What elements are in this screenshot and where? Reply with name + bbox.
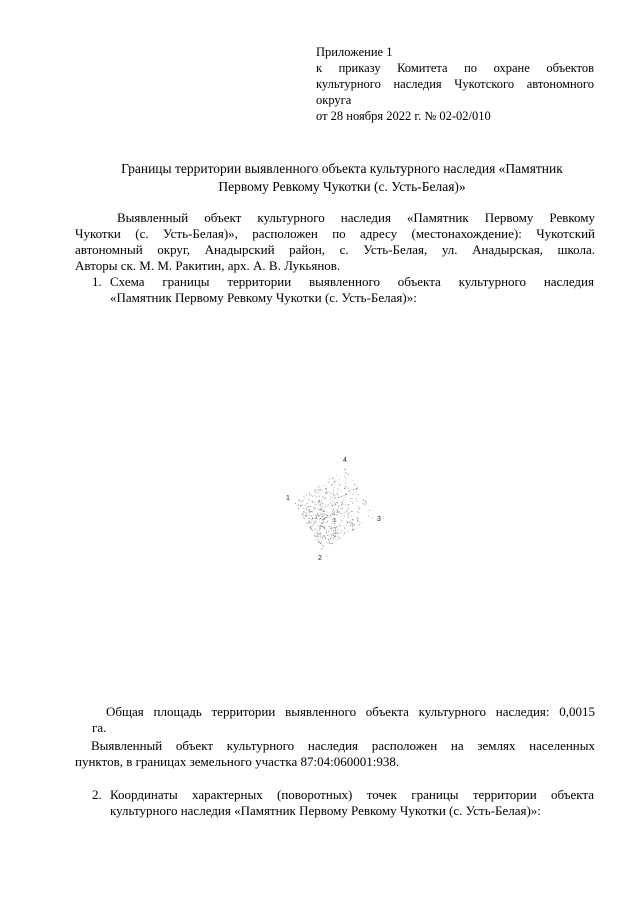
appendix-order-ref: к приказу Комитета по охране объектов	[316, 61, 594, 75]
intro-line-1: Выявленный объект культурного наследия «Памятник Первому Ревкому	[117, 210, 595, 225]
intro-line-2: Чукотки (с. Усть-Белая)», расположен по адресу (местонахождение): Чукотский	[75, 226, 595, 241]
list-item-coordinates	[92, 787, 594, 819]
point-2-label: 2	[318, 555, 322, 562]
boundary-dot-cloud	[295, 469, 373, 550]
area-paragraph	[92, 704, 595, 736]
point-3-label: 3	[377, 516, 381, 523]
point-4-label: 4	[343, 457, 347, 464]
appendix-date: от 28 ноября 2022 г. № 02-02/010	[316, 109, 491, 123]
title-line-2: Первому Ревкому Чукотки (с. Усть-Белая)»	[218, 179, 466, 194]
coordinates-caption-line-2: культурного наследия «Памятник Первому Ревкому Чукотки (с. Усть-Белая)»:	[110, 803, 541, 818]
boundary-scheme	[280, 450, 390, 570]
intro-line-4: Авторы ск. М. М. Ракитин, арх. А. В. Лукьянов.	[75, 258, 341, 273]
area-line-1: Общая площадь территории выявленного объекта культурного наследия: 0,0015	[106, 704, 595, 719]
intro-paragraph	[75, 210, 595, 274]
list-item-number: 2.	[92, 787, 102, 802]
scheme-caption-line-2: «Памятник Первому Ревкому Чукотки (с. Усть-Белая)»:	[110, 290, 417, 305]
point-1-label: 1	[286, 495, 290, 502]
document-title	[84, 160, 600, 196]
list-item-scheme	[92, 274, 594, 306]
appendix-number: Приложение 1	[316, 45, 393, 59]
land-line-2: пунктов, в границах земельного участка 87:04:060001:938.	[75, 754, 400, 769]
area-line-2: га.	[92, 720, 107, 735]
title-line-1: Границы территории выявленного объекта культурного наследия «Памятник	[121, 161, 563, 176]
appendix-region: округа	[316, 93, 352, 107]
land-line-1: Выявленный объект культурного наследия расположен на землях населенных	[91, 738, 595, 753]
list-item-number: 1.	[92, 274, 102, 289]
appendix-committee: культурного наследия Чукотского автономного	[316, 77, 594, 91]
intro-line-3: автономный округ, Анадырский район, с. Усть-Белая, ул. Анадырская, школа.	[75, 242, 595, 257]
coordinates-caption-line-1: Координаты характерных (поворотных) точек границы территории объекта	[110, 787, 594, 802]
appendix-header	[316, 44, 594, 124]
scheme-caption-line-1: Схема границы территории выявленного объекта культурного наследия	[110, 274, 594, 289]
land-paragraph	[75, 738, 595, 770]
